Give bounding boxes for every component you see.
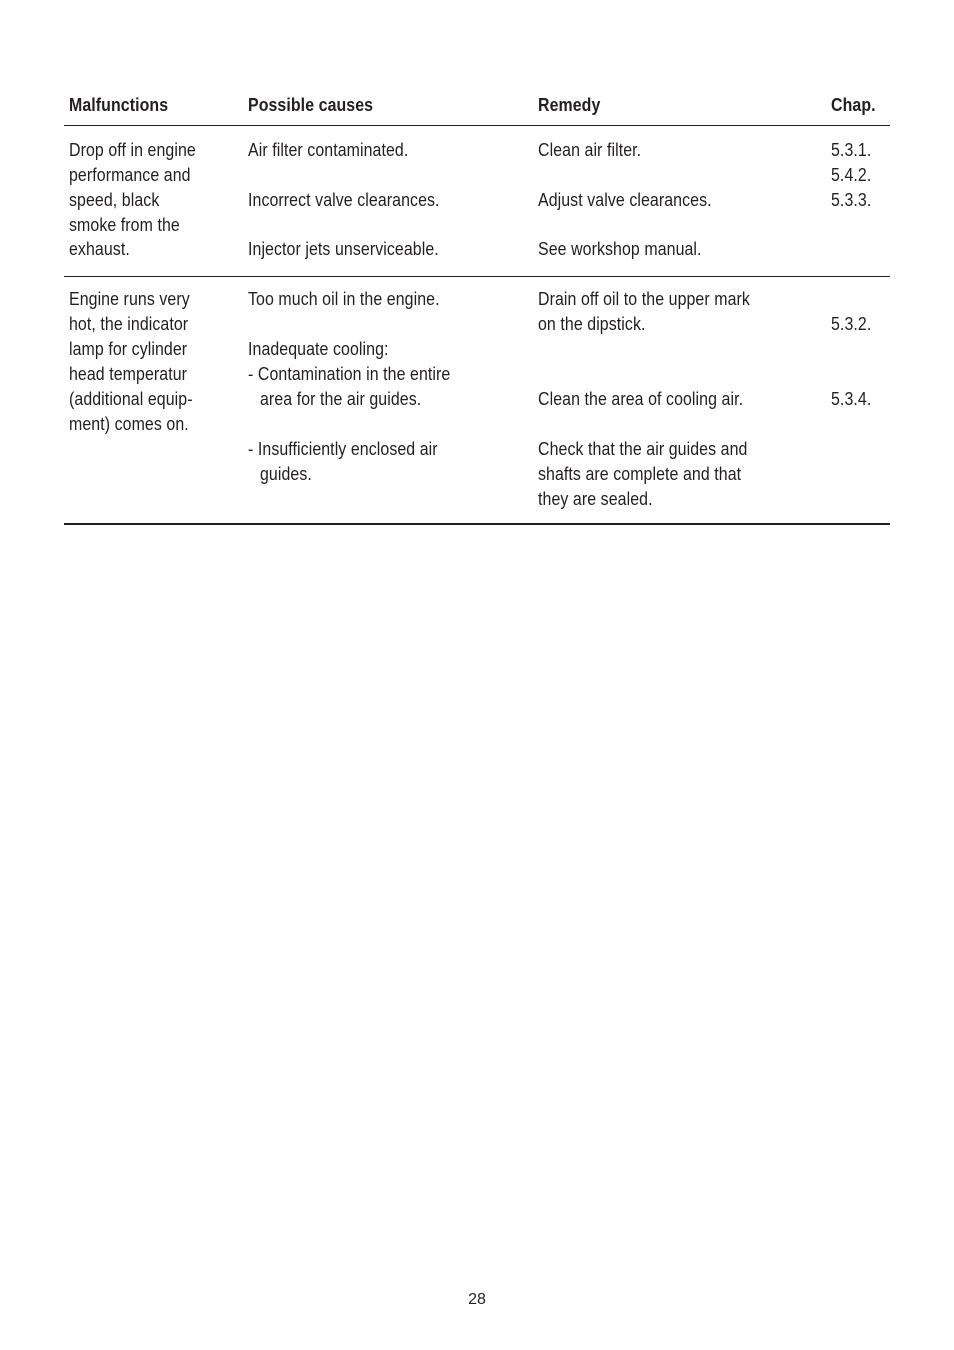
header-possible-causes: Possible causes (248, 94, 374, 115)
troubleshooting-table (64, 0, 890, 540)
row2-cause: Too much oil in the engine. (248, 288, 440, 309)
row2-cause: area for the air guides. (260, 388, 422, 409)
row2-chapter: 5.3.2. (831, 313, 872, 334)
header-chapter: Chap. (831, 94, 876, 115)
row1-malfunction-line: speed, black (69, 189, 160, 210)
row2-remedy: shafts are complete and that (538, 463, 742, 484)
row2-remedy: Drain off oil to the upper mark (538, 288, 750, 309)
row2-cause: guides. (260, 463, 312, 484)
row1-remedy: Adjust valve clearances. (538, 189, 712, 210)
row1-remedy: Clean air filter. (538, 139, 642, 160)
row2-remedy: Clean the area of cooling air. (538, 388, 744, 409)
page-number: 28 (468, 1291, 486, 1308)
row2-malfunction-line: (additional equip- (69, 388, 193, 409)
header-remedy: Remedy (538, 94, 601, 115)
row2-malfunction-line: Engine runs very (69, 288, 190, 309)
row2-remedy: on the dipstick. (538, 313, 646, 334)
row2-malfunction-line: lamp for cylinder (69, 338, 188, 359)
table-bottom-rule (64, 523, 890, 525)
row1-malfunction-line: smoke from the (69, 214, 180, 235)
row1-remedy: See workshop manual. (538, 238, 702, 259)
header-malfunctions: Malfunctions (69, 94, 169, 115)
row2-cause: - Contamination in the entire (248, 363, 451, 384)
row1-cause: Air filter contaminated. (248, 139, 409, 160)
row2-malfunction-line: hot, the indicator (69, 313, 189, 334)
row1-malfunction-line: exhaust. (69, 238, 130, 259)
row2-cause: Inadequate cooling: (248, 338, 389, 359)
row1-chapter: 5.3.3. (831, 189, 872, 210)
row1-cause: Incorrect valve clearances. (248, 189, 440, 210)
row2-remedy: they are sealed. (538, 488, 653, 509)
row2-remedy: Check that the air guides and (538, 438, 748, 459)
row1-cause: Injector jets unserviceable. (248, 238, 439, 259)
row1-chapter: 5.3.1. (831, 139, 872, 160)
row1-malfunction-line: Drop off in engine (69, 139, 196, 160)
row2-cause: - Insufficiently enclosed air (248, 438, 438, 459)
row1-chapter: 5.4.2. (831, 164, 872, 185)
row2-malfunction-line: head temperatur (69, 363, 188, 384)
row-divider (64, 276, 890, 277)
row1-malfunction-line: performance and (69, 164, 191, 185)
row2-chapter: 5.3.4. (831, 388, 872, 409)
header-divider (64, 125, 890, 126)
row2-malfunction-line: ment) comes on. (69, 413, 189, 434)
